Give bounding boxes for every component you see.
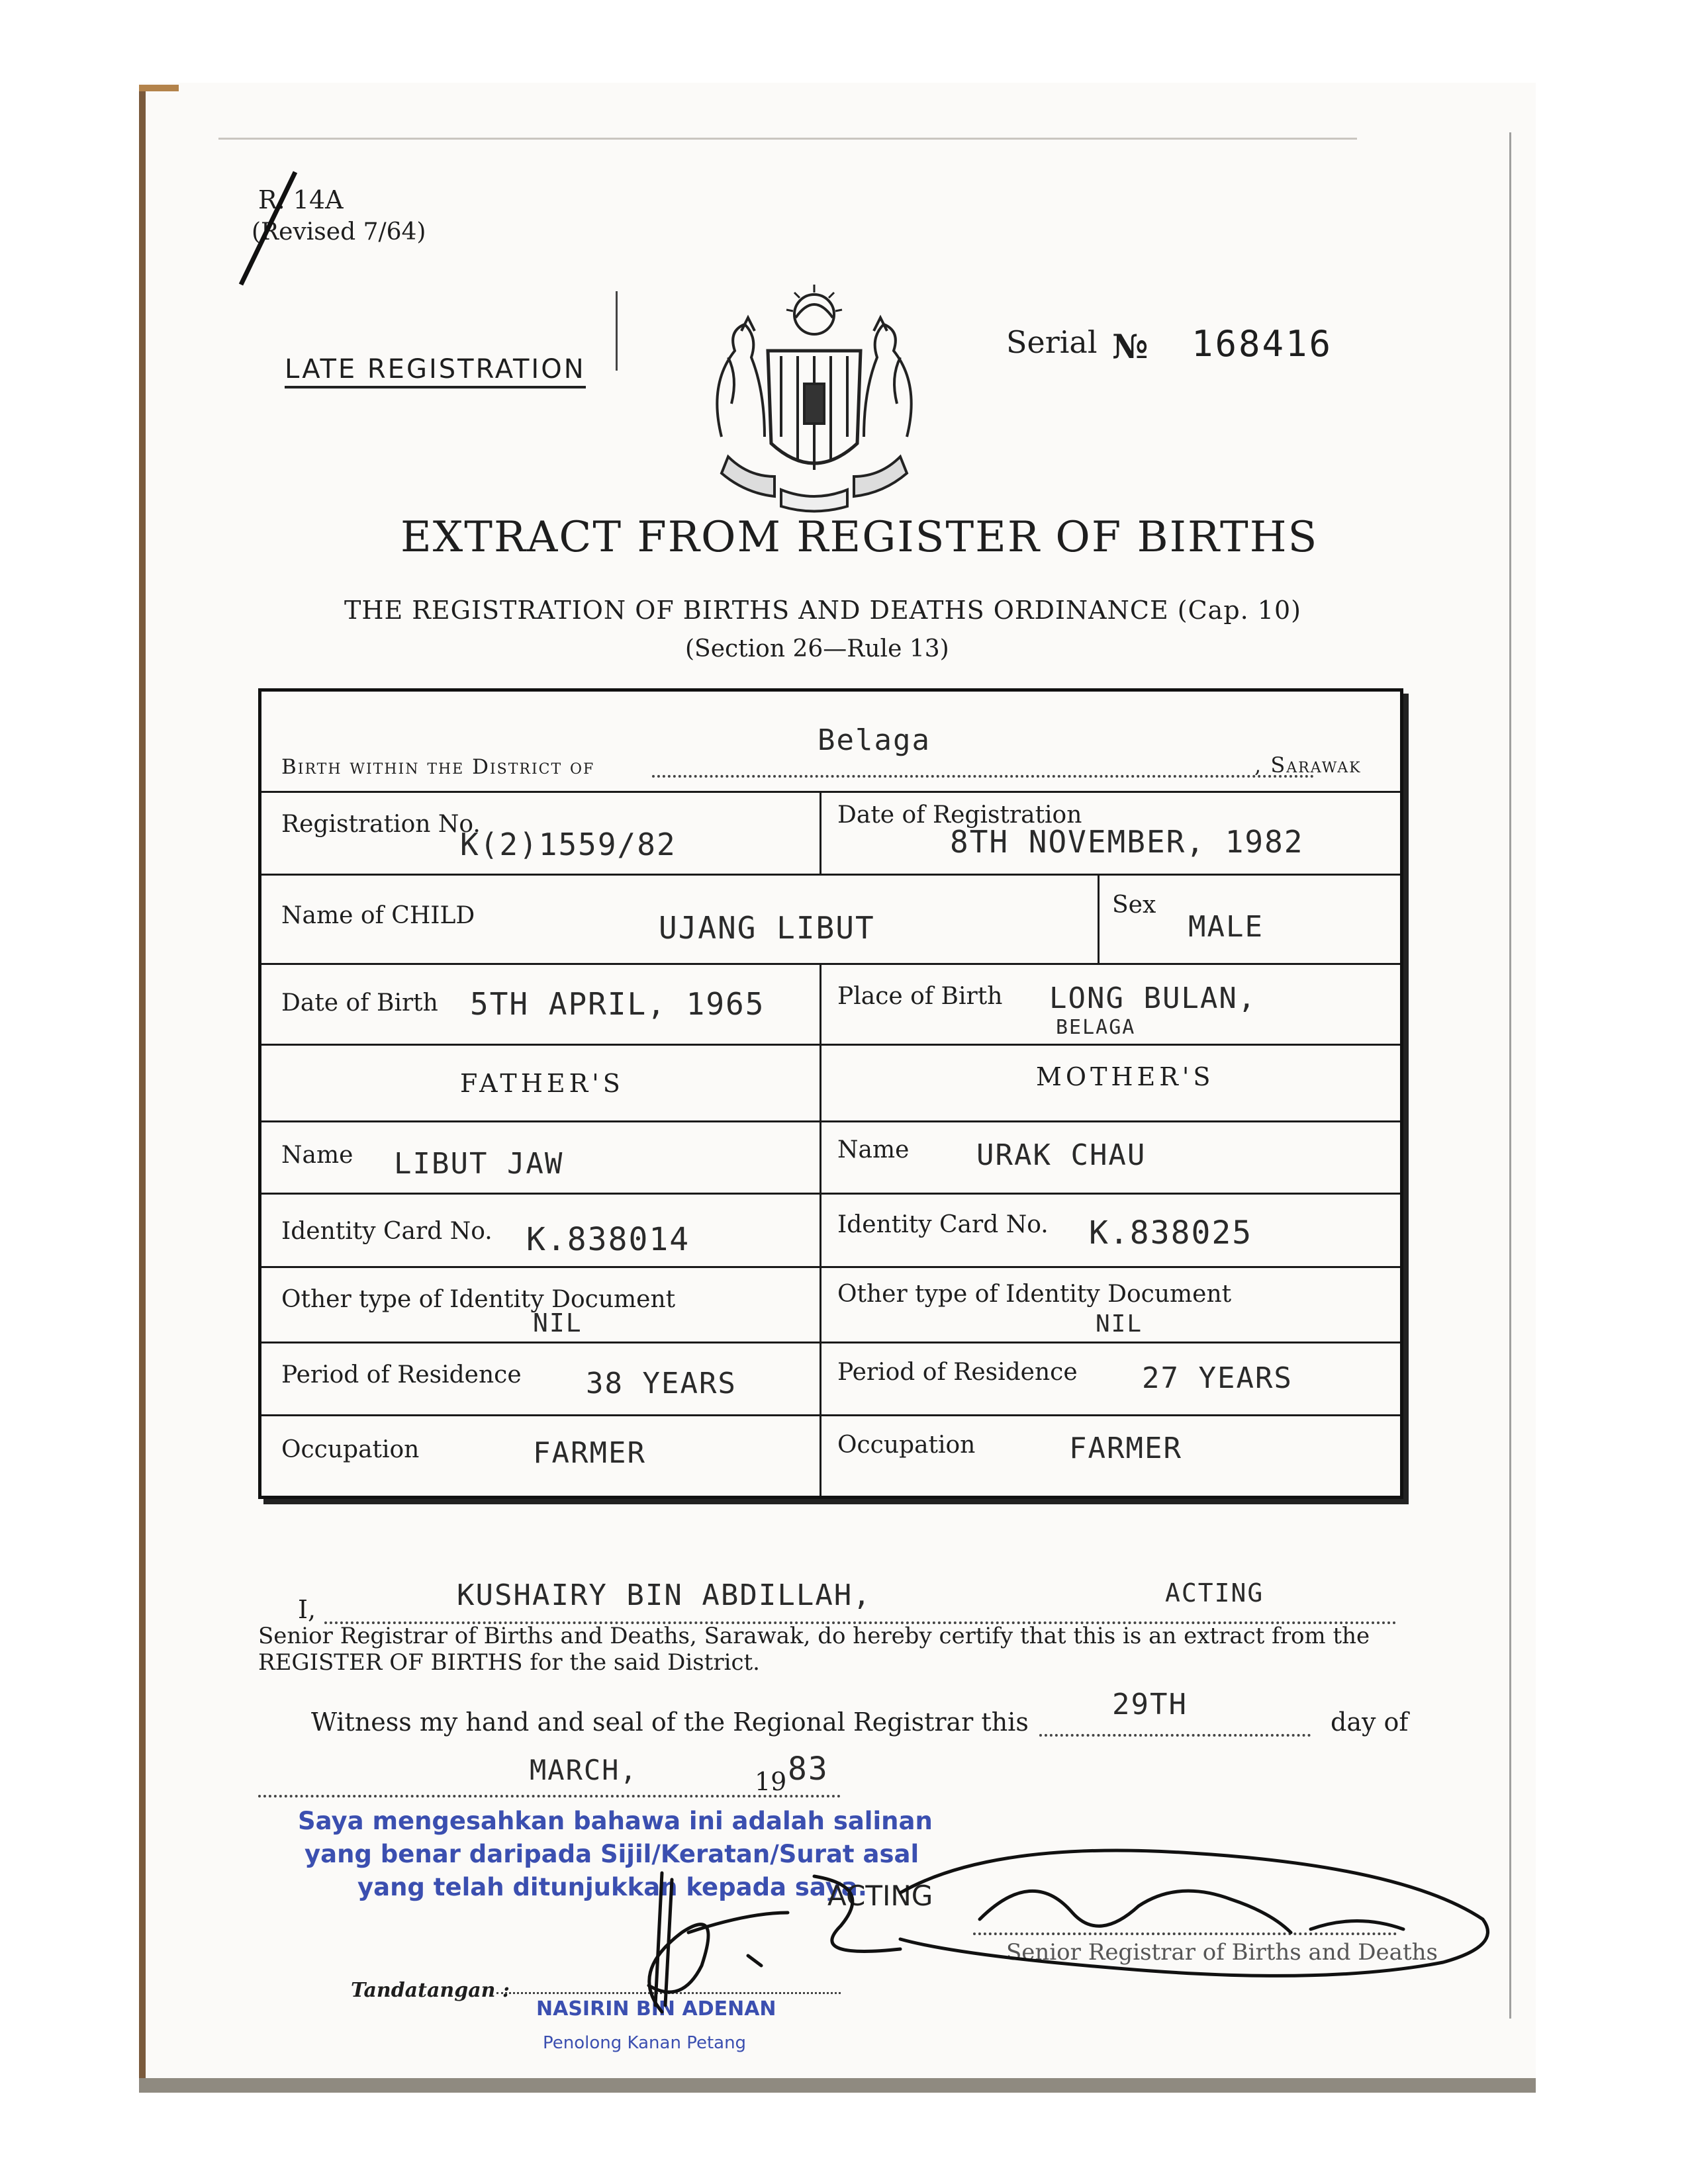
mother-ic-value: K.838025 — [1089, 1214, 1253, 1251]
registration-no-label: Registration No. — [281, 811, 481, 838]
place-of-birth-line2: BELAGA — [1056, 1016, 1136, 1039]
signature-acting: ACTING — [827, 1880, 933, 1912]
stamp-corner-line — [616, 291, 618, 371]
section-line: (Section 26—Rule 13) — [685, 635, 949, 662]
form-code: R. 14A — [258, 185, 344, 214]
witness-day-dotted-line — [1039, 1734, 1311, 1737]
father-other-id-value: NIL — [533, 1308, 583, 1338]
row-divider — [261, 791, 1400, 793]
mother-ic-label: Identity Card No. — [837, 1211, 1049, 1238]
mother-name-label: Name — [837, 1136, 910, 1163]
district-value: Belaga — [818, 723, 931, 757]
stamp-officer-name: NASIRIN BIN ADENAN — [536, 1997, 776, 2021]
serial-label: Serial — [1006, 324, 1098, 360]
row-divider — [261, 1044, 1400, 1046]
late-registration-stamp: LATE REGISTRATION — [285, 354, 586, 388]
coat-of-arms-emblem — [682, 278, 947, 523]
mother-residence-value: 27 YEARS — [1142, 1361, 1293, 1395]
witness-line: Witness my hand and seal of the Regional Registrar this — [311, 1707, 1029, 1737]
ordinance-line: THE REGISTRATION OF BIRTHS AND DEATHS ORDINANCE (Cap. 10) — [344, 596, 1301, 625]
document-title: EXTRACT FROM REGISTER OF BIRTHS — [400, 513, 1319, 562]
mother-name-value: URAK CHAU — [976, 1138, 1147, 1172]
mother-heading: MOTHER'S — [1036, 1062, 1215, 1091]
column-divider — [820, 963, 821, 1496]
district-label: Birth within the District of — [281, 755, 595, 779]
signature-caption: Senior Registrar of Births and Deaths — [1006, 1939, 1438, 1966]
witness-day-value: 29TH — [1112, 1688, 1188, 1721]
handwritten-signatures — [530, 1813, 1509, 2032]
birth-register-table — [258, 688, 1403, 1499]
father-heading: FATHER'S — [460, 1069, 624, 1098]
page-edge — [139, 86, 146, 2085]
registration-date-value: 8TH NOVEMBER, 1982 — [950, 824, 1304, 860]
child-name-value: UJANG LIBUT — [659, 910, 875, 946]
witness-day-of: day of — [1331, 1707, 1409, 1737]
page-edge-tab — [139, 85, 179, 91]
top-faint-rule — [218, 138, 1357, 140]
dob-value: 5TH APRIL, 1965 — [470, 986, 765, 1022]
row-divider — [261, 1120, 1400, 1122]
place-of-birth-line1: LONG BULAN, — [1049, 981, 1257, 1015]
registration-date-label: Date of Registration — [837, 801, 1082, 829]
mother-occupation-value: FARMER — [1069, 1432, 1182, 1465]
certify-i: I, — [298, 1595, 316, 1624]
certify-line1: Senior Registrar of Births and Deaths, Sarawak, do hereby certify that this is an extract from the — [258, 1623, 1370, 1649]
row-divider — [261, 1342, 1400, 1343]
child-name-label: Name of CHILD — [281, 902, 475, 929]
place-of-birth-label: Place of Birth — [837, 983, 1003, 1010]
tandatangan-label: Tandatangan : — [351, 1979, 510, 2002]
father-name-label: Name — [281, 1142, 353, 1169]
child-sex-value: MALE — [1188, 910, 1264, 944]
stamp-officer-title: Penolong Kanan Petang — [543, 2033, 747, 2053]
month-dotted-line — [258, 1795, 841, 1797]
page-right-edge — [1509, 132, 1511, 2019]
dob-label: Date of Birth — [281, 989, 438, 1017]
witness-month-value: MARCH, — [530, 1754, 638, 1786]
form-revised: (Revised 7/64) — [252, 218, 426, 246]
row-divider — [261, 1266, 1400, 1268]
stamp-line2: yang benar daripada Sijil/Keratan/Surat asal — [305, 1840, 919, 1868]
page-bottom-edge — [139, 2078, 1536, 2093]
row-divider — [261, 1193, 1400, 1195]
serial-number-mark: № — [1112, 327, 1149, 366]
witness-year-prefix: 19 — [755, 1767, 787, 1796]
father-name-value: LIBUT JAW — [394, 1147, 564, 1181]
witness-year-value: 83 — [788, 1751, 829, 1788]
district-state: , Sarawak — [1254, 752, 1362, 778]
column-divider — [1098, 874, 1100, 963]
stamp-line3: yang telah ditunjukkan kepada saya. — [357, 1873, 867, 1901]
serial-number: 168416 — [1192, 323, 1333, 365]
row-divider — [261, 1414, 1400, 1416]
father-other-id-label: Other type of Identity Document — [281, 1286, 676, 1313]
certify-registrar-name: KUSHAIRY BIN ABDILLAH, — [457, 1578, 872, 1612]
father-residence-label: Period of Residence — [281, 1361, 522, 1388]
father-ic-label: Identity Card No. — [281, 1218, 492, 1245]
form-code-slash-mark — [232, 165, 305, 291]
father-residence-value: 38 YEARS — [586, 1367, 737, 1400]
mother-other-id-value: NIL — [1096, 1310, 1143, 1338]
mother-occupation-label: Occupation — [837, 1432, 976, 1459]
district-dotted-line — [652, 775, 1314, 778]
certify-line2: REGISTER OF BIRTHS for the said District. — [258, 1649, 760, 1676]
column-divider — [820, 791, 821, 874]
row-divider — [261, 874, 1400, 876]
stamp-line1: Saya mengesahkan bahawa ini adalah salinan — [298, 1807, 933, 1835]
father-occupation-value: FARMER — [533, 1436, 646, 1470]
father-occupation-label: Occupation — [281, 1436, 420, 1463]
father-ic-value: K.838014 — [526, 1221, 690, 1258]
mother-residence-label: Period of Residence — [837, 1359, 1078, 1386]
mother-other-id-label: Other type of Identity Document — [837, 1281, 1232, 1308]
row-divider — [261, 963, 1400, 965]
certify-acting: ACTING — [1165, 1578, 1264, 1608]
registration-no-value: K(2)1559/82 — [460, 827, 677, 862]
child-sex-label: Sex — [1112, 891, 1156, 919]
